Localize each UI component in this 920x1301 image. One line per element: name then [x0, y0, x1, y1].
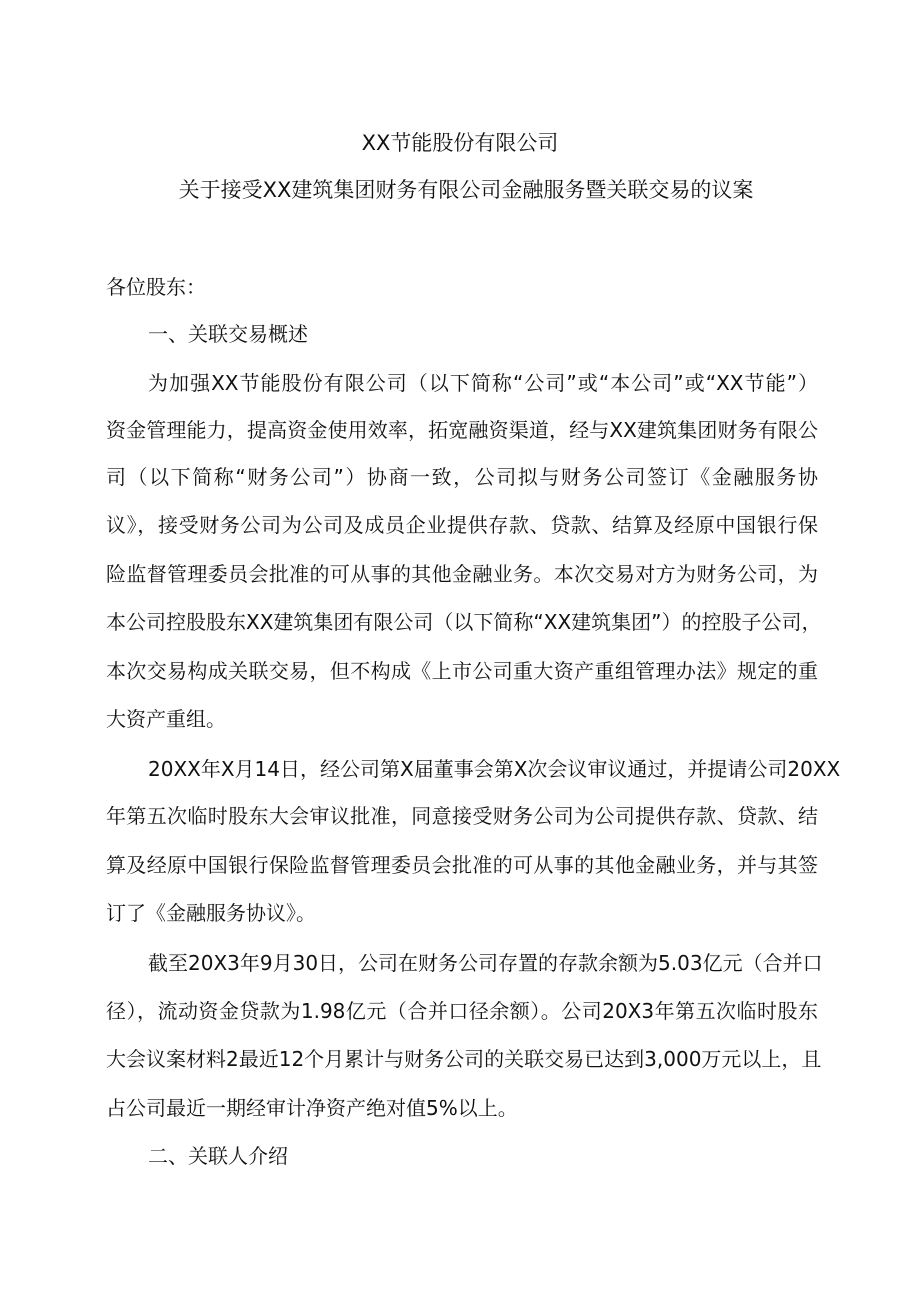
paragraph-line: 径），流动资金贷款为1.98亿元（合并口径余额）。公司20X3年第五次临时股东 [106, 999, 818, 1023]
paragraph-line: 年第五次临时股东大会审议批准，同意接受财务公司为公司提供存款、贷款、结 [106, 804, 818, 828]
paragraph-line: 险监督管理委员会批准的可从事的其他金融业务。本次交易对方为财务公司，为 [106, 562, 818, 586]
paragraph-line: 为加强XX节能股份有限公司（以下简称“公司”或“本公司”或“XX节能”） [148, 371, 818, 395]
paragraph-line: 20XX年X月14日，经公司第X届董事会第X次会议审议通过，并提请公司20XX [148, 757, 841, 781]
paragraph-line: 大会议案材料2最近12个月累计与财务公司的关联交易已达到3,000万元以上，且 [106, 1047, 822, 1071]
paragraph-line: 大资产重组。 [106, 707, 226, 731]
paragraph-line: 资金管理能力，提高资金使用效率，拓宽融资渠道，经与XX建筑集团财务有限公 [106, 418, 818, 442]
paragraph-line: 议》，接受财务公司为公司及成员企业提供存款、贷款、结算及经原中国银行保 [106, 513, 818, 537]
paragraph-line: 订了《金融服务协议》。 [106, 901, 316, 925]
proposal-title: 关于接受XX建筑集团财务有限公司金融服务暨关联交易的议案 [178, 178, 754, 202]
greeting: 各位股东： [106, 275, 206, 299]
paragraph-line: 司（以下简称“财务公司”）协商一致，公司拟与财务公司签订《金融服务协 [106, 465, 818, 489]
paragraph-line: 截至20X3年9月30日，公司在财务公司存置的存款余额为5.03亿元（合并口 [148, 951, 823, 975]
paragraph-line: 本次交易构成关联交易，但不构成《上市公司重大资产重组管理办法》规定的重 [106, 659, 818, 683]
paragraph-line: 算及经原中国银行保险监督管理委员会批准的可从事的其他金融业务，并与其签 [106, 853, 818, 877]
paragraph-line: 占公司最近一期经审计净资产绝对值5%以上。 [106, 1096, 518, 1120]
paragraph-line: 本公司控股股东XX建筑集团有限公司（以下简称“XX建筑集团”）的控股子公司， [106, 610, 822, 634]
section-heading-related-party: 二、关联人介绍 [148, 1144, 288, 1168]
section-heading-overview: 一、关联交易概述 [148, 322, 308, 346]
company-title: XX节能股份有限公司 [361, 131, 559, 155]
